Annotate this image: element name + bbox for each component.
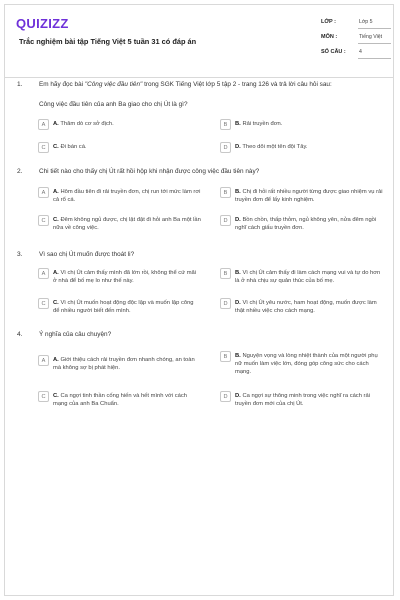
question-number: 2. bbox=[17, 168, 23, 175]
option-key: B. bbox=[235, 353, 241, 359]
option-key: C. bbox=[53, 300, 59, 306]
option-label: Ca ngợi tinh thần cống hiến và hết mình với cách mạng của anh Ba Chuẩn. bbox=[53, 393, 187, 408]
option-label: Chị đi hỏi rất nhiều người từng được giao nhiệm vụ rải truyền đơn để lấy kinh nghiệm. bbox=[235, 189, 383, 204]
meta-label: MÔN : bbox=[321, 34, 338, 40]
option-key: D. bbox=[235, 300, 241, 306]
worksheet-title: Trắc nghiệm bài tập Tiếng Việt 5 tuần 31 có đáp án bbox=[19, 37, 197, 46]
option-letter-box: D bbox=[220, 391, 231, 402]
option-letter-box: B bbox=[220, 268, 231, 279]
option-key: A. bbox=[53, 270, 59, 276]
option-text bbox=[235, 216, 383, 232]
option-letter-box: B bbox=[220, 351, 231, 362]
option-label: Vì chị Út cảm thấy mình đã lớn rồi, không thể cứ mãi ở nhà để bố mẹ lo như thế này. bbox=[53, 270, 197, 285]
option-key: B. bbox=[235, 121, 241, 127]
meta-label: LỚP : bbox=[321, 19, 336, 25]
option-label: Ca ngợi sự thông minh trong việc nghĩ ra cách rải truyền đơn mới của chị Út. bbox=[235, 393, 370, 408]
question-number: 4. bbox=[17, 331, 23, 338]
question-text-part: trong SGK Tiếng Việt lớp 5 tập 2 - trang 126 và trả lời câu hỏi sau: bbox=[142, 81, 332, 88]
question-text bbox=[39, 81, 379, 90]
meta-row-subject bbox=[321, 32, 391, 47]
option-letter-box: C bbox=[38, 298, 49, 309]
option-letter-box: A bbox=[38, 119, 49, 130]
option-label: Đêm không ngủ được, chị lật đật đi hỏi anh Ba một lần nữa về công việc. bbox=[53, 217, 201, 232]
option-key: A. bbox=[53, 189, 59, 195]
option-label: Giới thiệu cách rải truyền đơn nhanh chóng, an toàn mà không sợ bị phát hiện. bbox=[53, 357, 195, 372]
worksheet-page bbox=[4, 4, 394, 596]
option-label: Bồn chồn, thấp thỏm, ngủ không yên, nửa đêm ngồi nghĩ cách giấu truyền đơn. bbox=[235, 217, 377, 232]
option-letter-box: C bbox=[38, 142, 49, 153]
option-text bbox=[235, 352, 383, 377]
option-key: D. bbox=[235, 393, 241, 399]
option-label: Hôm đầu tiên đi rải truyền đơn, chị run tới mức làm rơi cả rổ cá. bbox=[53, 189, 201, 204]
option-label: Nguyện vọng và lòng nhiệt thành của một người phụ nữ muốn làm việc lớn, đóng góp công sức cho cách mạng. bbox=[235, 353, 378, 376]
meta-value: 4 bbox=[359, 49, 362, 55]
option-text bbox=[235, 299, 383, 315]
option-text bbox=[53, 143, 201, 151]
option-text bbox=[53, 188, 201, 204]
option-text bbox=[53, 269, 201, 285]
option-key: B. bbox=[235, 270, 241, 276]
option-text bbox=[53, 356, 201, 372]
question-number: 3. bbox=[17, 251, 23, 258]
option-letter-box: B bbox=[220, 119, 231, 130]
option-text bbox=[235, 188, 383, 204]
option-letter-box: B bbox=[220, 187, 231, 198]
meta-value: Lớp 5 bbox=[359, 19, 373, 25]
article-title: "Công việc đầu tiên" bbox=[84, 81, 143, 88]
option-text bbox=[235, 120, 383, 128]
option-key: B. bbox=[235, 189, 241, 195]
option-text bbox=[53, 392, 201, 408]
option-letter-box: D bbox=[220, 142, 231, 153]
question-text-part: Em hãy đọc bài bbox=[39, 81, 85, 88]
option-key: D. bbox=[235, 217, 241, 223]
question-subtext: Công việc đầu tiên của anh Ba giao cho chị Út là gì? bbox=[39, 101, 188, 108]
option-letter-box: A bbox=[38, 187, 49, 198]
option-label: Theo dõi một tên đội Tây. bbox=[242, 144, 308, 150]
option-text bbox=[235, 269, 383, 285]
option-letter-box: D bbox=[220, 298, 231, 309]
option-key: A. bbox=[53, 121, 59, 127]
meta-block bbox=[321, 17, 391, 62]
option-label: Đi bán cá. bbox=[60, 144, 87, 150]
option-key: C. bbox=[53, 144, 59, 150]
option-key: C. bbox=[53, 217, 59, 223]
option-text bbox=[53, 216, 201, 232]
meta-label: SỐ CÂU : bbox=[321, 49, 346, 55]
option-letter-box: C bbox=[38, 215, 49, 226]
option-label: Vì chị Út cảm thấy đi làm cách mạng vui và tự do hơn là ở nhà chịu sự quản thúc của bố mẹ. bbox=[235, 270, 381, 285]
option-key: D. bbox=[235, 144, 241, 150]
question-text: Vì sao chị Út muốn được thoát li? bbox=[39, 251, 135, 258]
option-key: A. bbox=[53, 357, 59, 363]
option-text bbox=[53, 120, 201, 128]
option-text bbox=[235, 392, 383, 408]
option-text bbox=[53, 299, 201, 315]
option-letter-box: A bbox=[38, 268, 49, 279]
option-letter-box: A bbox=[38, 355, 49, 366]
meta-row-class bbox=[321, 17, 391, 32]
option-label: Vì chị Út muốn hoạt động độc lập và muốn lập công để nhiều người biết đến mình. bbox=[53, 300, 194, 315]
question-number: 1. bbox=[17, 81, 23, 88]
option-letter-box: D bbox=[220, 215, 231, 226]
option-key: C. bbox=[53, 393, 59, 399]
meta-underline bbox=[358, 58, 391, 59]
option-label: Vì chị Út yêu nước, ham hoạt động, muốn được làm thật nhiều việc cho cách mạng. bbox=[235, 300, 377, 315]
meta-underline bbox=[358, 28, 391, 29]
option-text bbox=[235, 143, 383, 151]
question-text: Ý nghĩa của câu chuyện? bbox=[39, 331, 112, 338]
option-label: Thăm dò cơ sở địch. bbox=[60, 121, 114, 127]
meta-underline bbox=[358, 43, 391, 44]
meta-value: Tiếng Việt bbox=[359, 34, 383, 40]
question-text: Chi tiết nào cho thấy chị Út rất hồi hộp khi nhận được công việc đầu tiên này? bbox=[39, 168, 260, 175]
meta-row-count bbox=[321, 47, 391, 62]
quizizz-logo: QUIZIZZ bbox=[16, 16, 69, 31]
option-letter-box: C bbox=[38, 391, 49, 402]
option-label: Rải truyền đơn. bbox=[242, 121, 283, 127]
worksheet-header bbox=[5, 5, 393, 78]
